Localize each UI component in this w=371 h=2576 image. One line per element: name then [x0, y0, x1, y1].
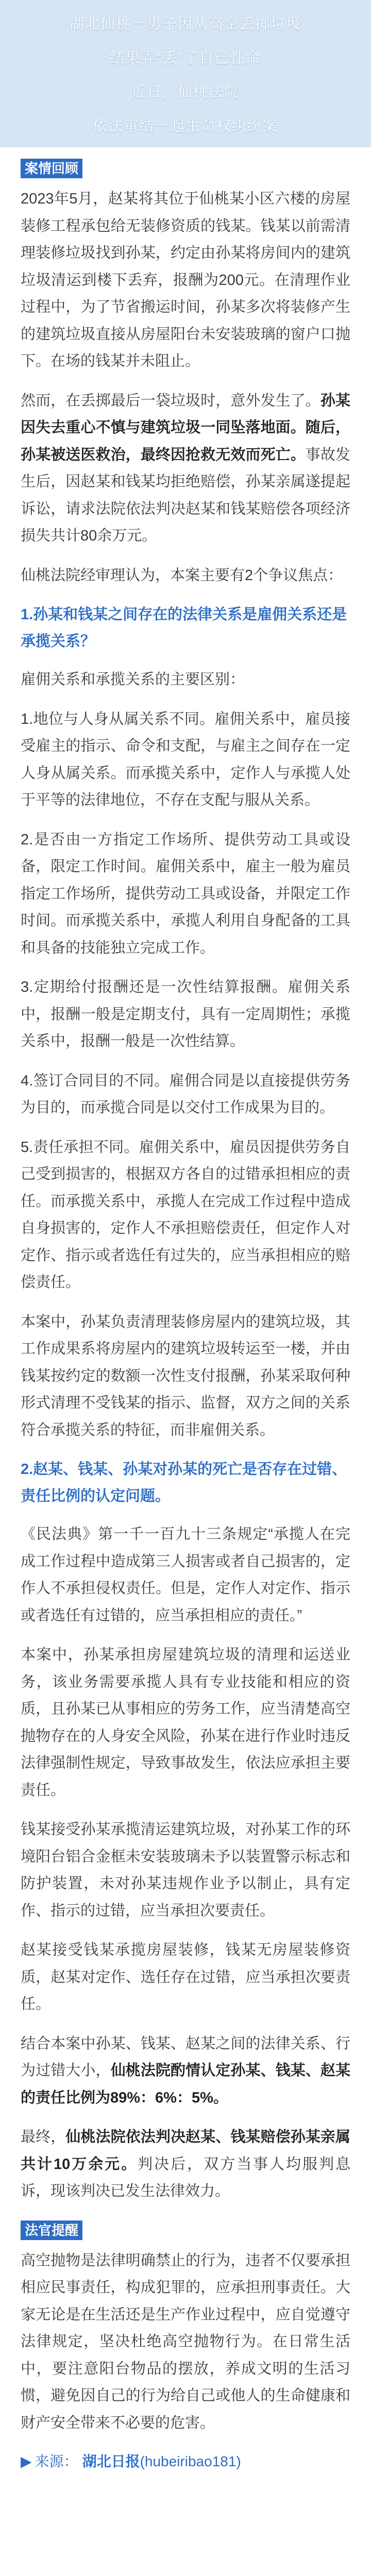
issue-2-heading: 2.赵某、钱某、孙某对孙某的死亡是否存在过错、责任比例的认定问题。: [21, 1461, 347, 1504]
issue-1-intro: 雇佣关系和承揽关系的主要区别：: [21, 671, 245, 688]
section-label-judge-note: 法官提醒: [21, 2221, 82, 2240]
issue-2-final: 最终，仙桃法院依法判决赵某、钱某赔偿孙某亲属共计10万余元。判决后，双方当事人均服判息诉，现该判决已发生法律效力。: [21, 2129, 350, 2199]
issue-2-law: 《民法典》第一千一百九十三条规定“承揽人在完成工作过程中造成第三人损害或者自己损害的，定作人不承担侵权责任。但是，定作人对定作、指示或者选任有过错的，应当承担相应的责任。”: [21, 1526, 350, 1624]
issue-1-point: 4.签订合同目的不同。雇佣合同是以直接提供劳务为目的，而承揽合同是以交付工作成果为目的。: [21, 1072, 350, 1116]
case-paragraph-1: 2023年5月，赵某将其位于仙桃某小区六楼的房屋装修工程承包给无装修资质的钱某。钱某以前需清理装修垃圾找到孙某，约定由孙某将房间内的建筑垃圾清运到楼下丢弃，报酬为200元。在清理作业过程中，为了节省搬运时间，孙某多次将装修产生的建筑垃圾直接从房屋阳台未安装玻璃的窗户口抛下。在场的钱某并未阻止。: [21, 191, 350, 369]
issue-2-qian: 钱某接受孙某承揽清运建筑垃圾，对孙某工作的环境阳台铝合金框未安装玻璃未予以装置警示标志和防护装置，未对孙某违规作业予以制止，具有定作、指示的过错，应当承担次要责任。: [21, 1821, 350, 1919]
judge-note-paragraph: 高空抛物是法律明确禁止的行为，违者不仅要承担相应民事责任，构成犯罪的，应承担刑事责任。大家无论是在生活还是生产作业过程中，应自觉遵守法律规定，坚决杜绝高空抛物行为。在日常生活中，要注意阳台物品的摆放，养成文明的生活习惯，避免因自己的行为给自己或他人的生命健康和财产安全带来不必要的危害。: [21, 2252, 350, 2431]
issue-1-heading: 1.孙某和钱某之间存在的法律关系是雇佣关系还是承揽关系？: [21, 606, 347, 650]
issue-2-ratio: 结合本案中孙某、钱某、赵某之间的法律关系、行为过错大小，仙桃法院酌情认定孙某、钱某、赵某的责任比例为89%：6%：5%。: [21, 2035, 350, 2106]
source-prefix: 来源：: [35, 2453, 78, 2469]
header-line: 湖北仙桃一男子因从高空丢掷垃圾: [69, 16, 301, 32]
section-label-case-review: 案情回顾: [21, 159, 82, 178]
source-account: (hubeiribao181): [140, 2453, 241, 2469]
ratio-highlight: 仙桃法院酌情认定孙某、钱某、赵某的责任比例为89%：6%：5%。: [21, 2062, 350, 2106]
source-name: 湖北日报: [82, 2453, 140, 2469]
case-paragraph-2: 然而，在丢掷最后一袋垃圾时，意外发生了。孙某因失去重心不慎与建筑垃圾一同坠落地面。随后，孙某被送医救治，最终因抢救无效而死亡。事故发生后，因赵某和钱某均拒绝赔偿，孙某亲属遂提起诉讼，请求法院依法判决赵某和钱某赔偿各项经济损失共计80余万元。: [21, 392, 350, 544]
judgment-highlight: 仙桃法院依法判决赵某、钱某赔偿孙某亲属共计10万余元。: [21, 2129, 350, 2173]
header-line: 依法审结一起生命权纠纷案: [92, 118, 278, 134]
play-arrow-icon: ▶: [21, 2453, 32, 2469]
issue-2-zhao: 赵某接受钱某承揽房屋装修，钱某无房屋装修资质，赵某对定作、选任存在过错，应当承担次要责任。: [21, 1942, 350, 2012]
article-content: [0, 147, 371, 2475]
issue-2-sun: 本案中，孙某承担房屋建筑垃圾的清理和运送业务，该业务需要承揽人具有专业技能和相应的资质，且孙某已从事相应的劳务工作，应当清楚高空抛物存在的人身安全风险，孙某在进行作业时违反法律强制性规定，导致事故发生，依法应承担主要责任。: [21, 1647, 350, 1799]
issue-1-point: 3.定期给付报酬还是一次性结算报酬。雇佣关系中，报酬一般是定期支付，具有一定周期性；承揽关系中，报酬一般是一次性结算。: [21, 979, 350, 1049]
case-paragraph-3: 仙桃法院经审理认为，本案主要有2个争议焦点：: [21, 567, 343, 584]
issue-1-point: 1.地位与人身从属关系不同。雇佣关系中，雇员接受雇主的指示、命令和支配，与雇主之间存在一定人身从属关系。而承揽关系中，定作人与承揽人处于平等的法律地位，不存在支配与服从关系。: [21, 710, 350, 808]
issue-1-point: 2.是否由一方指定工作场所、提供劳动工具或设备，限定工作时间。雇佣关系中，雇主一般为雇员指定工作场所，提供劳动工具或设备，并限定工作时间。而承揽关系中，承揽人利用自身配备的工具和具备的技能独立完成工作。: [21, 831, 350, 956]
source-line: [21, 2449, 350, 2475]
case-highlight: 孙某因失去重心不慎与建筑垃圾一同坠落地面。随后，孙某被送医救治，最终因抢救无效而死亡。: [21, 392, 350, 463]
header-line: 结果弄“丢”了自己性命: [110, 50, 261, 66]
header-banner: [0, 0, 371, 147]
issue-1-point: 5.责任承担不同。雇佣关系中，雇员因提供劳务自己受到损害的，根据双方各自的过错承担相应的责任。而承揽关系中，承揽人在完成工作过程中造成自身损害的，定作人不承担赔偿责任，但定作人对定作、指示或者选任有过失的，应当承担相应的赔偿责任。: [21, 1139, 350, 1291]
header-line: 近日，仙桃法院: [131, 84, 240, 100]
issue-1-conclusion: 本案中，孙某负责清理装修房屋内的建筑垃圾，其工作成果系将房屋内的建筑垃圾转运至一楼，并由钱某按约定的数额一次性支付报酬，孙某采取何种形式清理不受钱某的指示、监督，双方之间的关系符合承揽关系的特征，而非雇佣关系。: [21, 1313, 350, 1438]
